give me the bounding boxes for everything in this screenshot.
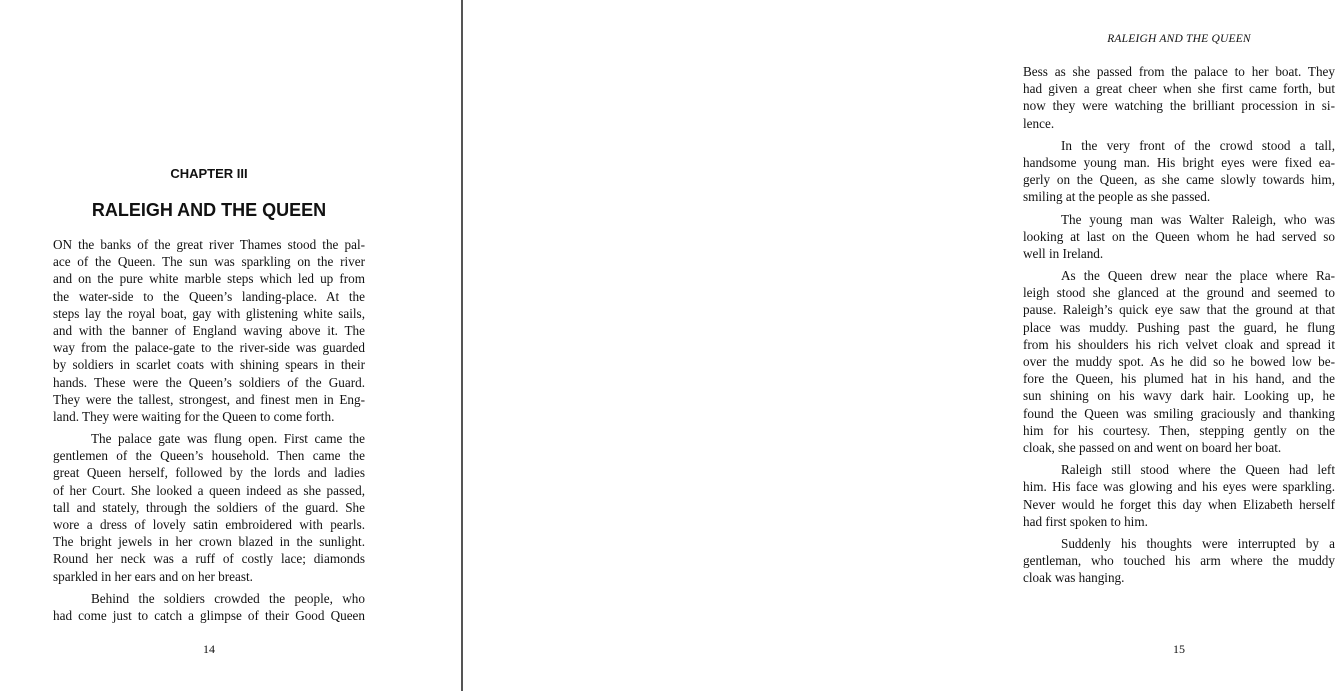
paragraph <box>53 430 365 585</box>
text-line: The young man was Walter Raleigh, who was <box>1061 211 1335 227</box>
text-line: him for his courtesy. Then, stepping gently on the <box>1023 422 1335 438</box>
text-line: had come just to catch a glimpse of their Good Queen <box>53 607 365 623</box>
text-line: by soldiers in scarlet coats with shining spears in their <box>53 357 365 373</box>
paragraph <box>1023 211 1335 263</box>
text-line: now they were watching the brilliant procession in si- <box>1023 98 1335 114</box>
paragraph <box>1023 63 1335 132</box>
text-line: had first spoken to him. <box>1023 513 1148 529</box>
text-line: The bright jewels in her crown blazed in the sunlight. <box>53 534 365 550</box>
text-line: of her Court. She looked a queen indeed as she passed, <box>53 482 365 498</box>
text-line: and with the banner of England waving above it. The <box>53 322 365 338</box>
paragraph <box>1023 461 1335 530</box>
text-line: and on the pure white marble steps which led up from <box>53 271 365 287</box>
text-line: land. They were waiting for the Queen to come forth. <box>53 408 335 424</box>
text-line: the water-side to the Queen’s landing-place. At the <box>53 288 365 304</box>
text-line: him. His face was glowing and his eyes were sparkling. <box>1023 479 1335 495</box>
text-line: lence. <box>1023 115 1055 131</box>
chapter-title: RALEIGH AND THE QUEEN <box>91 200 327 220</box>
page-number-left: 14 <box>203 642 215 656</box>
text-line: fore the Queen, his plumed hat in his hand, and the <box>1023 371 1335 387</box>
text-line: ace of the Queen. The sun was sparkling on the river <box>53 254 365 270</box>
text-line: sparkled in her ears and on her breast. <box>53 568 253 584</box>
text-line: pause. Raleigh’s quick eye saw that the ground at that <box>1023 302 1335 318</box>
text-line: sun shining on his wavy dark hair. Looking up, he <box>1023 388 1335 404</box>
paragraph <box>53 590 365 624</box>
text-line: The palace gate was flung open. First came the <box>91 431 365 447</box>
paragraph <box>1023 137 1335 206</box>
left-page <box>0 0 461 691</box>
text-line: gentlemen of the Queen’s household. Then came the <box>53 448 365 464</box>
text-line: place was muddy. Pushing past the guard, he flung <box>1023 319 1335 335</box>
text-line: In the very front of the crowd stood a tall, <box>1061 137 1335 153</box>
running-head: RALEIGH AND THE QUEEN <box>1107 33 1251 45</box>
text-line: tall and stately, through the soldiers of the guard. She <box>53 499 365 515</box>
paragraph <box>1023 267 1335 456</box>
paragraph <box>53 236 365 425</box>
text-line: They were the tallest, strongest, and finest men in Eng- <box>53 391 365 407</box>
text-line: Bess as she passed from the palace to her boat. They <box>1023 64 1335 79</box>
text-line: gerly on the Queen, as she came slowly towards him, <box>1023 172 1335 188</box>
text-line: over the muddy spot. As he did so he bowed low be- <box>1023 354 1335 369</box>
text-line: great Queen herself, followed by the lords and ladies <box>53 465 365 481</box>
right-page-body-text <box>1023 63 1335 586</box>
text-line: gentleman, who touched his arm where the muddy <box>1023 553 1335 569</box>
text-line: looking at last on the Queen whom he had served so <box>1023 228 1335 244</box>
text-line: Round her neck was a ruff of costly lace; diamonds <box>53 551 365 567</box>
text-line: steps lay the royal boat, gay with glistening white sails, <box>53 305 365 321</box>
text-line: wore a dress of lovely satin embroidered with pearls. <box>53 517 365 532</box>
text-line: handsome young man. His bright eyes were fixed ea- <box>1023 154 1335 170</box>
text-line: Raleigh still stood where the Queen had left <box>1061 462 1335 478</box>
right-page <box>463 0 1335 691</box>
text-line: Behind the soldiers crowded the people, who <box>91 590 365 606</box>
text-line: ON the banks of the great river Thames stood the pal- <box>53 237 365 252</box>
text-line: cloak, she passed on and went on board her boat. <box>1023 439 1282 455</box>
text-line: Never would he forget this day when Elizabeth herself <box>1023 496 1335 512</box>
text-line: Suddenly his thoughts were interrupted by a <box>1061 535 1335 551</box>
paragraph <box>1023 535 1335 587</box>
text-line: found the Queen was smiling graciously and thanking <box>1023 405 1335 421</box>
text-line: way from the palace-gate to the river-side was guarded <box>53 340 365 356</box>
chapter-number: CHAPTER III <box>170 166 248 181</box>
text-line: had given a great cheer when she first came forth, but <box>1023 81 1335 97</box>
left-page-body-text <box>53 236 365 624</box>
text-line: leigh stood she glanced at the ground and seemed to <box>1023 285 1335 301</box>
text-line: well in Ireland. <box>1023 245 1104 261</box>
text-line: As the Queen drew near the place where Ra- <box>1061 268 1335 284</box>
text-line: from his shoulders his rich velvet cloak and spread it <box>1023 336 1335 352</box>
text-line: cloak was hanging. <box>1023 570 1125 586</box>
page-number-right: 15 <box>1173 642 1185 656</box>
text-line: hands. These were the Queen’s soldiers of the Guard. <box>53 374 365 390</box>
text-line: smiling at the people as she passed. <box>1023 189 1211 205</box>
